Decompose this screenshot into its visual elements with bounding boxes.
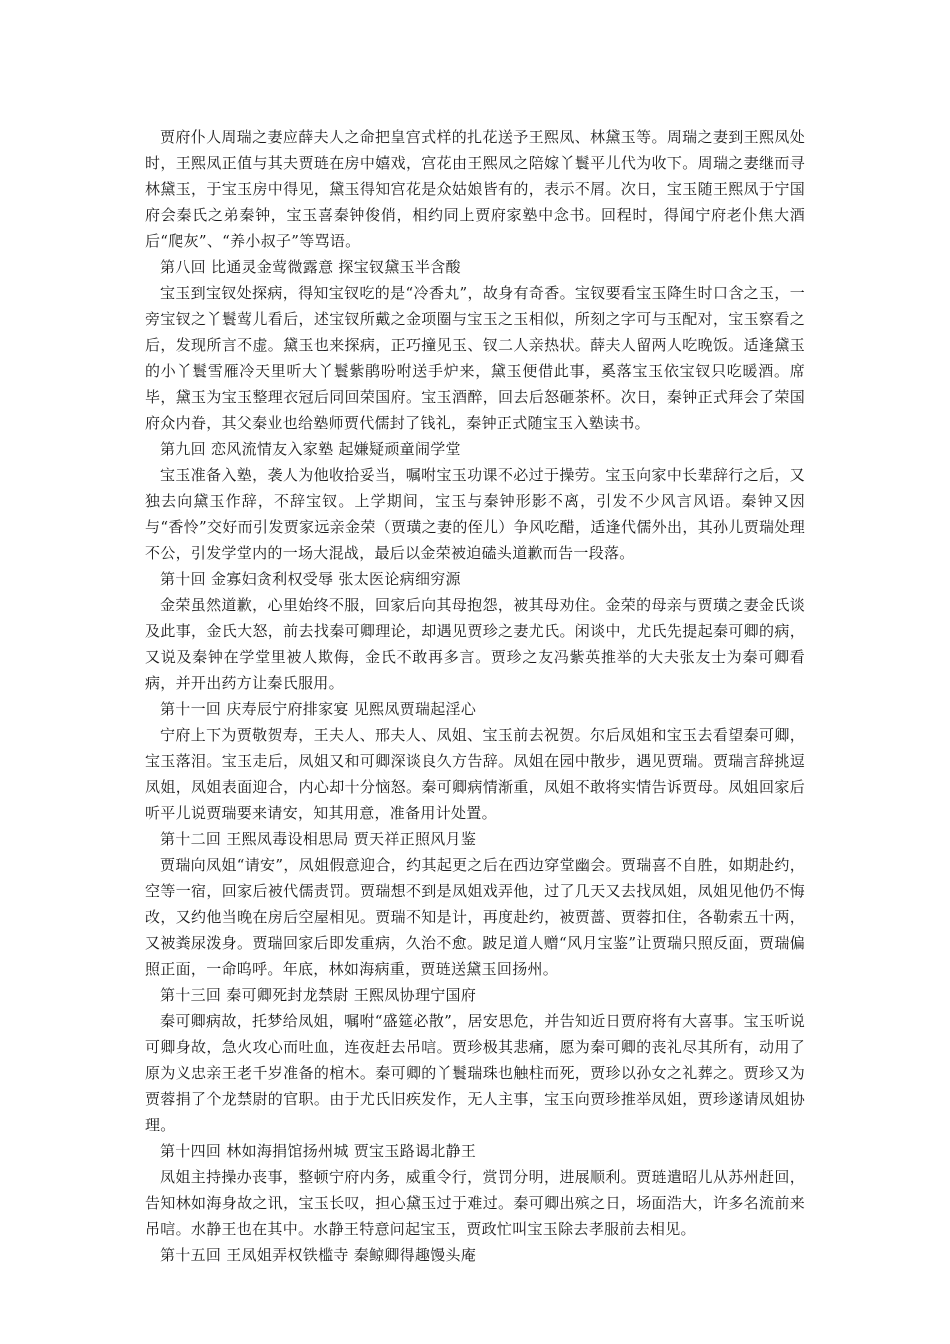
chapter-heading-14: 第十四回 林如海捐馆扬州城 贾宝玉路谒北静王	[160, 1142, 477, 1160]
chapter-heading-15: 第十五回 王凤姐弄权铁槛寺 秦鲸卿得趣馒头庵	[160, 1246, 477, 1264]
document-body	[145, 124, 805, 1268]
chapter-heading-8: 第八回 比通灵金莺微露意 探宝钗黛玉半含酸	[160, 258, 461, 276]
paragraph-summary-ch9: 宝玉准备入塾，袭人为他收拾妥当，嘱咐宝玉功课不必过于操劳。宝玉向家中长辈辞行之后，又独去向黛玉作辞，不辞宝钗。上学期间，宝玉与秦钟形影不离，引发不少风言风语。秦钟又因与“香怜”交好而引发贾家远亲金荣（贾璜之妻的侄儿）争风吃醋，适逢代儒外出，其孙儿贾瑞处理不公，引发学堂内的一场大混战，最后以金荣被迫磕头道歉而告一段落。	[145, 466, 805, 562]
paragraph-summary-ch13: 秦可卿病故，托梦给凤姐，嘱咐“盛筵必散”，居安思危，并告知近日贾府将有大喜事。宝玉听说可卿身故，急火攻心而吐血，连夜赶去吊唁。贾珍极其悲痛，愿为秦可卿的丧礼尽其所有，动用了原为义忠亲王老千岁准备的棺木。秦可卿的丫鬟瑞珠也触柱而死，贾珍以孙女之礼葬之。贾珍又为贾蓉捐了个龙禁尉的官职。由于尤氏旧疾发作，无人主事，宝玉向贾珍推举凤姐，贾珍遂请凤姐协理。	[145, 1012, 805, 1134]
paragraph-summary-ch7: 贾府仆人周瑞之妻应薛夫人之命把皇宫式样的扎花送予王熙凤、林黛玉等。周瑞之妻到王熙凤处时，王熙凤正值与其夫贾琏在房中嬉戏，宫花由王熙凤之陪嫁丫鬟平儿代为收下。周瑞之妻继而寻林黛玉，于宝玉房中得见，黛玉得知宫花是众姑娘皆有的，表示不屑。次日，宝玉随王熙凤于宁国府会秦氏之弟秦钟，宝玉喜秦钟俊俏，相约同上贾府家塾中念书。回程时，得闻宁府老仆焦大酒后“爬灰”、“养小叔子”等骂语。	[145, 128, 805, 250]
paragraph-summary-ch12: 贾瑞向凤姐“请安”，凤姐假意迎合，约其起更之后在西边穿堂幽会。贾瑞喜不自胜，如期赴约，空等一宿，回家后被代儒责罚。贾瑞想不到是凤姐戏弄他，过了几天又去找凤姐，凤姐见他仍不悔改，又约他当晚在房后空屋相见。贾瑞不知是计，再度赴约，被贾蔷、贾蓉扣住，各勒索五十两，又被粪尿泼身。贾瑞回家后即发重病，久治不愈。跛足道人赠“风月宝鉴”让贾瑞只照反面，贾瑞偏照正面，一命呜呼。年底，林如海病重，贾琏送黛玉回扬州。	[145, 856, 805, 978]
chapter-heading-10: 第十回 金寡妇贪利权受辱 张太医论病细穷源	[160, 570, 461, 588]
paragraph-summary-ch10: 金荣虽然道歉，心里始终不服，回家后向其母抱怨，被其母劝住。金荣的母亲与贾璜之妻金氏谈及此事，金氏大怒，前去找秦可卿理论，却遇见贾珍之妻尤氏。闲谈中，尤氏先提起秦可卿的病，又说及秦钟在学堂里被人欺侮，金氏不敢再多言。贾珍之友冯紫英推举的大夫张友士为秦可卿看病，并开出药方让秦氏服用。	[145, 596, 805, 692]
chapter-heading-13: 第十三回 秦可卿死封龙禁尉 王熙凤协理宁国府	[160, 986, 477, 1004]
paragraph-summary-ch11: 宁府上下为贾敬贺寿，王夫人、邢夫人、凤姐、宝玉前去祝贺。尔后凤姐和宝玉去看望秦可卿，宝玉落泪。宝玉走后，凤姐又和可卿深谈良久方告辞。凤姐在园中散步，遇见贾瑞。贾瑞言辞挑逗凤姐，凤姐表面迎合，内心却十分恼怒。秦可卿病情渐重，凤姐不敢将实情告诉贾母。凤姐回家后听平儿说贾瑞要来请安，知其用意，准备用计处置。	[145, 726, 805, 822]
chapter-heading-11: 第十一回 庆寿辰宁府排家宴 见熙凤贾瑞起淫心	[160, 700, 477, 718]
paragraph-summary-ch8: 宝玉到宝钗处探病，得知宝钗吃的是“冷香丸”，故身有奇香。宝钗要看宝玉降生时口含之玉，一旁宝钗之丫鬟莺儿看后，述宝钗所戴之金项圈与宝玉之玉相似，所刻之字可与玉配对，宝玉察看之后，发现所言不虚。黛玉也来探病，正巧撞见玉、钗二人亲热状。薛夫人留两人吃晚饭。适逢黛玉的小丫鬟雪雁冷天里听大丫鬟紫鹃吩咐送手炉来，黛玉便借此事，奚落宝玉依宝钗只吃暖酒。席毕，黛玉为宝玉整理衣冠后同回荣国府。宝玉酒醉，回去后怒砸茶杯。次日，秦钟正式拜会了荣国府众内眷，其父秦业也给塾师贾代儒封了钱礼，秦钟正式随宝玉入塾读书。	[145, 284, 805, 432]
paragraph-summary-ch14: 凤姐主持操办丧事，整顿宁府内务，威重令行，赏罚分明，进展顺利。贾琏遣昭儿从苏州赶回，告知林如海身故之讯，宝玉长叹，担心黛玉过于难过。秦可卿出殡之日，场面浩大，许多名流前来吊唁。水静王也在其中。水静王特意问起宝玉，贾政忙叫宝玉除去孝服前去相见。	[145, 1168, 805, 1238]
chapter-heading-12: 第十二回 王熙凤毒设相思局 贾天祥正照风月鉴	[160, 830, 477, 848]
chapter-heading-9: 第九回 恋风流情友入家塾 起嫌疑顽童闹学堂	[160, 440, 461, 458]
